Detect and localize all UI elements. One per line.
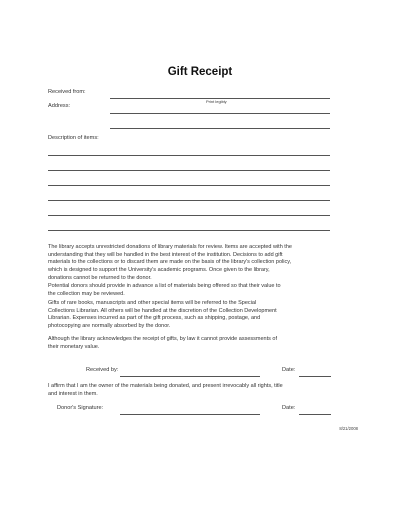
donor-signature-field[interactable]	[120, 414, 260, 415]
policy-paragraph-special-items: Gifts of rare books, manuscripts and other special items will be referred to the Special Collections Librarian. All others will be handled at the discretion of the Collection Development Librarian. Expenses incurred as part of the gift process, such as shipping, postage, and photocopying are normally absorbed by the donor.	[48, 300, 277, 330]
page-title: Gift Receipt	[167, 66, 233, 78]
address-field-line-2[interactable]	[110, 128, 330, 129]
print-legibly-hint: Print legibly	[206, 99, 227, 104]
description-field-line-3[interactable]	[48, 185, 330, 186]
policy-paragraph-advance-list: Potential donors should provide in advance a list of materials being offered so that their value to the collection may be reviewed.	[48, 283, 281, 297]
received-from-label: Received from:	[48, 89, 86, 95]
date-field-received[interactable]	[299, 376, 331, 377]
description-field-line-4[interactable]	[48, 200, 330, 201]
description-label: Description of items:	[48, 135, 99, 141]
description-field-line-1[interactable]	[48, 155, 330, 156]
received-by-signature-field[interactable]	[120, 376, 260, 377]
footer-date: 8/21/2008	[339, 426, 358, 431]
address-field-line-1[interactable]	[110, 113, 330, 114]
policy-paragraph-valuation: Although the library acknowledges the receipt of gifts, by law it cannot provide assessments of their monetary value.	[48, 336, 277, 350]
description-field-line-5[interactable]	[48, 215, 330, 216]
date-field-donor[interactable]	[299, 414, 331, 415]
donor-signature-label: Donor's Signature:	[57, 405, 104, 411]
received-by-label: Received by:	[86, 367, 119, 373]
description-field-line-2[interactable]	[48, 170, 330, 171]
policy-paragraph-acceptance: The library accepts unrestricted donations of library materials for review. Items are accepted with the understanding that they will be handled in the best interest of the institution. Decisions to add gift materials to the collections or to discard them are made on the basis of the library's collection policy, which is designed to support the University's academic programs. Once given to the library, donations cannot be returned to the donor.	[48, 244, 292, 281]
address-label: Address:	[48, 103, 71, 109]
date-label-donor: Date:	[282, 405, 296, 411]
date-label-received: Date:	[282, 367, 296, 373]
description-field-line-6[interactable]	[48, 230, 330, 231]
donor-affirmation: I affirm that I am the owner of the materials being donated, and present irrevocably all rights, title and interest in them.	[48, 383, 283, 397]
